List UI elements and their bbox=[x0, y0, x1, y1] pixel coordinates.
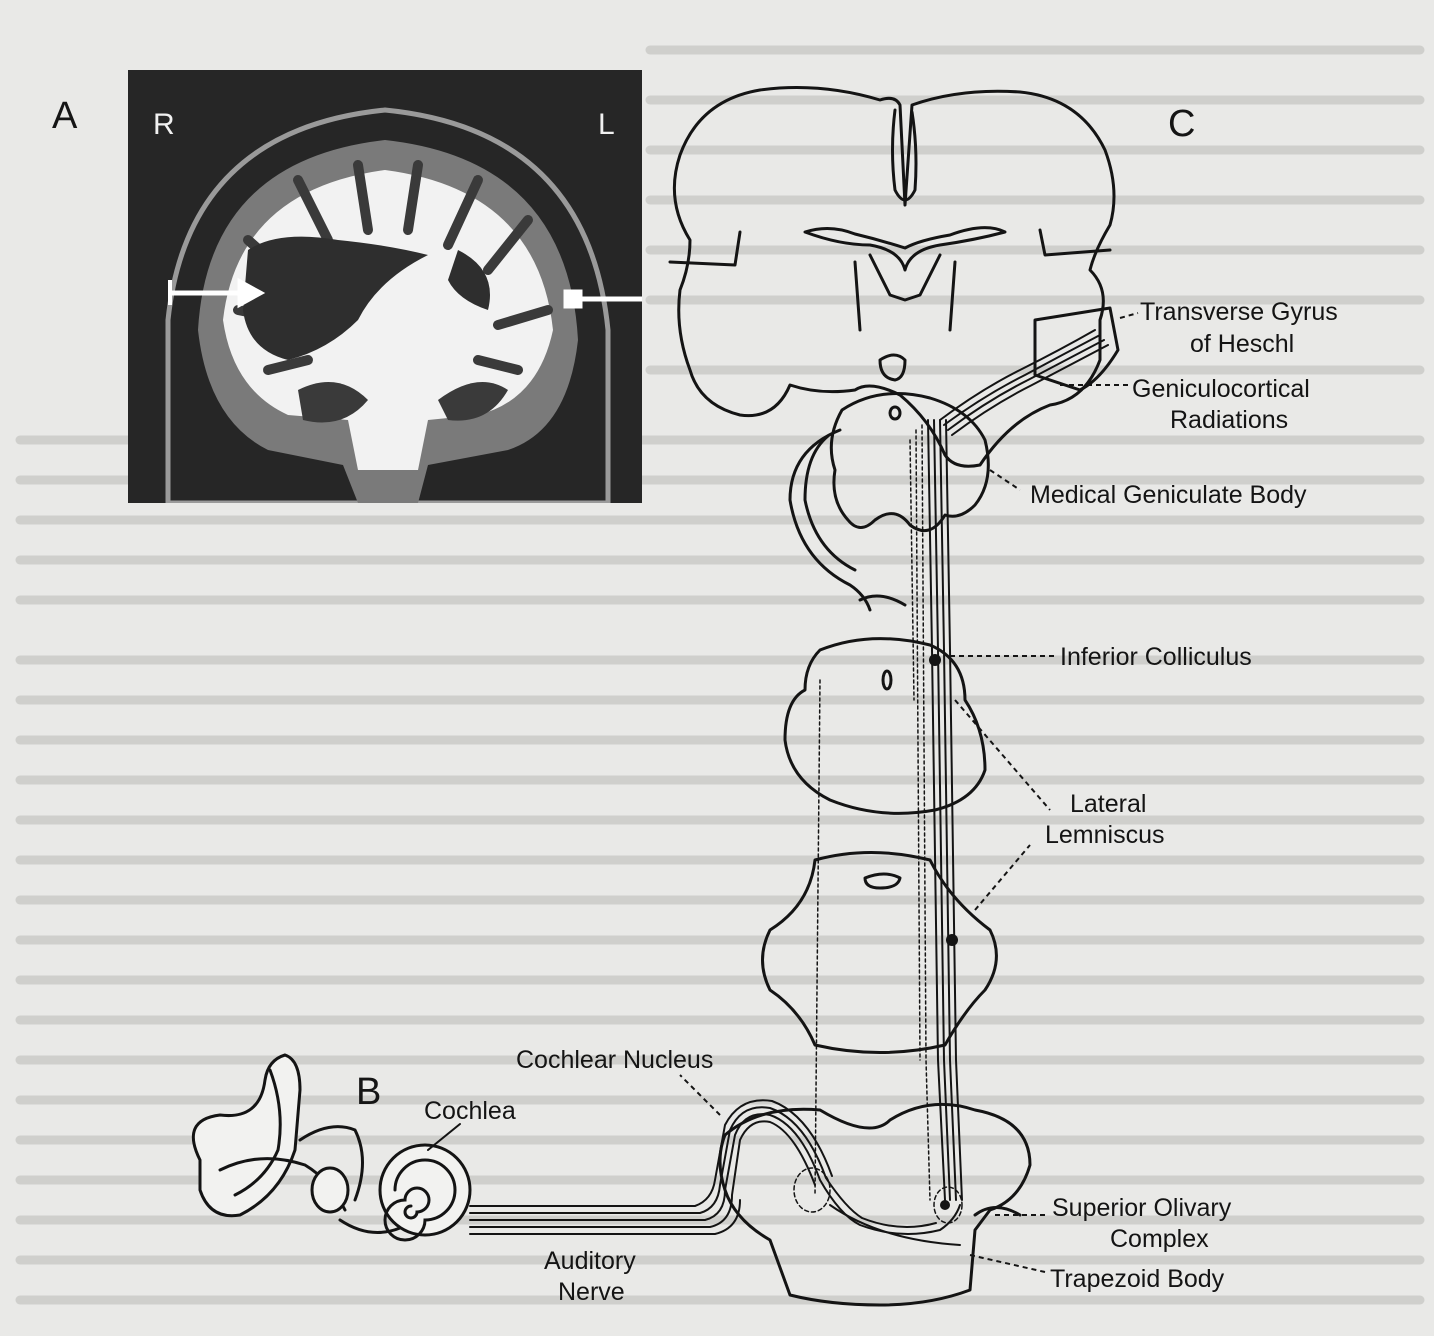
panel-a-letter: A bbox=[52, 95, 78, 137]
label-superior-olivary-line2: Complex bbox=[1110, 1225, 1209, 1253]
label-cochlear-nucleus: Cochlear Nucleus bbox=[516, 1046, 714, 1074]
label-transverse-gyrus-line1: Transverse Gyrus bbox=[1140, 298, 1338, 326]
cerebrum-outline bbox=[674, 88, 1114, 467]
label-superior-olivary-line1: Superior Olivary bbox=[1052, 1194, 1232, 1222]
label-auditory-nerve-line2: Nerve bbox=[558, 1278, 625, 1306]
panel-c-letter: C bbox=[1168, 103, 1196, 145]
label-cochlea: Cochlea bbox=[424, 1097, 516, 1125]
midbrain-section bbox=[831, 394, 988, 531]
label-lateral-lemniscus-line2: Lemniscus bbox=[1045, 821, 1165, 849]
left-side-marker: L bbox=[598, 108, 615, 141]
label-inferior-colliculus: Inferior Colliculus bbox=[1060, 643, 1252, 671]
inferior-colliculus-section bbox=[785, 639, 985, 814]
label-geniculocortical-line1: Geniculocortical bbox=[1132, 375, 1310, 403]
pons-section bbox=[763, 853, 997, 1053]
label-auditory-nerve-line1: Auditory bbox=[544, 1247, 636, 1275]
label-medical-geniculate: Medical Geniculate Body bbox=[1030, 481, 1307, 509]
label-geniculocortical-line2: Radiations bbox=[1170, 406, 1289, 434]
panel-b-letter: B bbox=[356, 1071, 382, 1113]
right-side-marker: R bbox=[153, 108, 175, 141]
medulla-section bbox=[720, 1104, 1030, 1305]
label-lateral-lemniscus-line1: Lateral bbox=[1070, 790, 1147, 818]
inner-ear-drawing bbox=[193, 1055, 470, 1240]
label-transverse-gyrus-line2: of Heschl bbox=[1190, 330, 1295, 358]
label-trapezoid-body: Trapezoid Body bbox=[1050, 1265, 1225, 1293]
